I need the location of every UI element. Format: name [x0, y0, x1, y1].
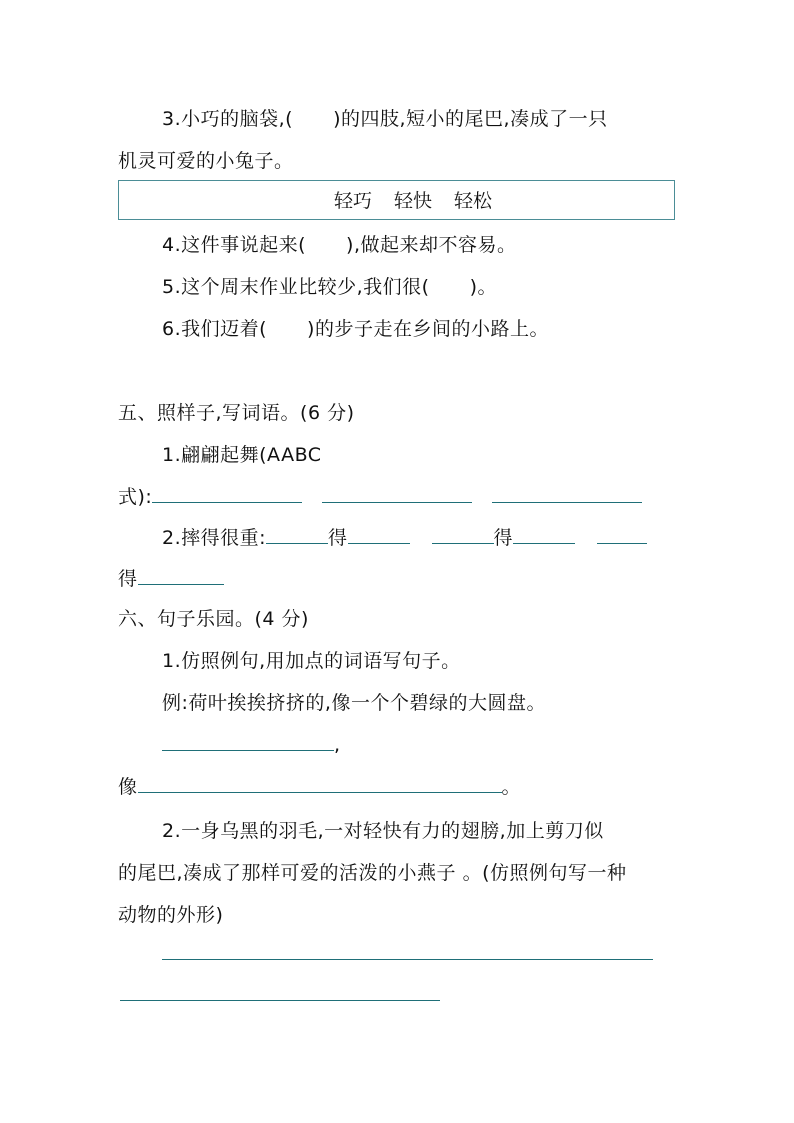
q5-text-b: )。 [469, 276, 498, 298]
q4-text-a: 4.这件事说起来( [162, 234, 307, 256]
q5-text-a: 5.这个周末作业比较少,我们很( [162, 276, 430, 298]
section6-item2-line3: 动物的外形) [118, 904, 224, 926]
word-choice-1: 轻巧 [334, 190, 373, 212]
answer-blank-1[interactable] [152, 484, 302, 503]
section5-item1: 1.翩翩起舞(AABC [162, 444, 322, 466]
period: 。 [501, 776, 522, 798]
q3-line2: 机灵可爱的小兔子。 [118, 150, 294, 172]
section5-item2-prefix: 2.摔得很重: [162, 527, 267, 549]
section6-item2-line2: 的尾巴,凑成了那样可爱的活泼的小燕子 。(仿照例句写一种 [118, 862, 627, 884]
word-choice-box [118, 180, 675, 220]
de-char-1: 得 [328, 527, 348, 549]
xiang-char: 像 [118, 776, 138, 798]
word-choices [334, 188, 514, 214]
section6-example: 例:荷叶挨挨挤挤的,像一个个碧绿的大圆盘。 [162, 692, 546, 714]
answer-blank-4[interactable] [266, 525, 328, 544]
q4-text-b: ),做起来却不容易。 [346, 234, 517, 256]
comma: , [334, 734, 341, 756]
word-choice-2: 轻快 [394, 190, 433, 212]
q3-text-b: )的四肢,短小的尾巴,凑成了一只 [333, 108, 608, 130]
section6-item1: 1.仿照例句,用加点的词语写句子。 [162, 650, 461, 672]
answer-blank-9[interactable] [138, 566, 224, 585]
q3-text-a: 3.小巧的脑袋,( [162, 108, 294, 130]
section5-item2 [162, 525, 647, 551]
section5-item1-prefix: 式): [118, 486, 153, 508]
answer-line-12[interactable] [162, 959, 653, 960]
section6-answer-line2 [118, 774, 521, 800]
section6-item2-line1: 2.一身乌黑的羽毛,一对轻快有力的翅膀,加上剪刀似 [162, 820, 604, 842]
de-char-3: 得 [118, 568, 138, 590]
answer-line-13[interactable] [120, 1000, 440, 1001]
section6-title: 六、句子乐园。(4 分) [118, 608, 309, 630]
section5-item1-answers [118, 484, 642, 510]
q6-text-b: )的步子走在乡间的小路上。 [307, 318, 549, 340]
q3-line1 [162, 106, 608, 132]
q6-line [162, 316, 549, 342]
section5-title: 五、照样子,写词语。(6 分) [118, 402, 355, 424]
q4-line [162, 232, 517, 258]
section5-item2-cont [118, 566, 224, 592]
de-char-2: 得 [493, 527, 514, 549]
word-choice-3: 轻松 [454, 190, 493, 212]
section6-answer-line1 [162, 732, 341, 758]
answer-blank-2[interactable] [322, 484, 472, 503]
answer-blank-7[interactable] [513, 525, 575, 544]
q5-line [162, 274, 497, 300]
answer-blank-3[interactable] [492, 484, 642, 503]
answer-blank-8[interactable] [597, 525, 647, 544]
answer-blank-10[interactable] [162, 732, 334, 751]
answer-blank-11[interactable] [138, 774, 502, 793]
answer-blank-6[interactable] [432, 525, 494, 544]
q6-text-a: 6.我们迈着( [162, 318, 268, 340]
answer-blank-5[interactable] [348, 525, 410, 544]
